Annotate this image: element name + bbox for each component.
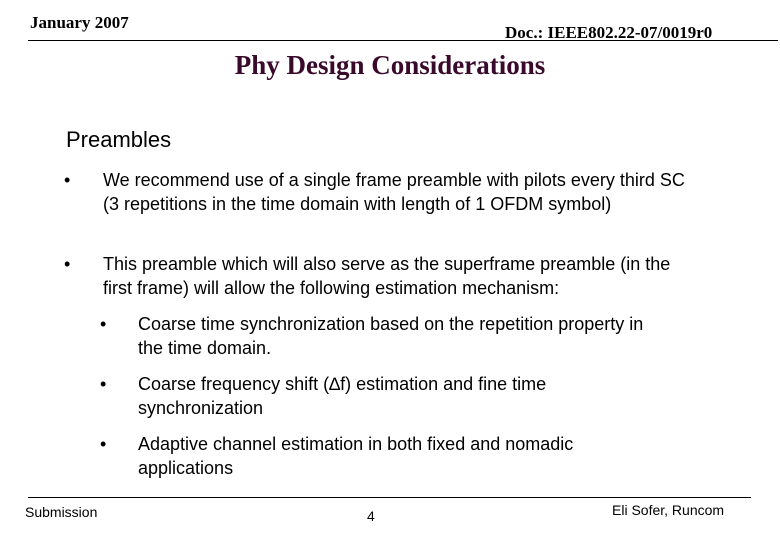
bullet-text: This preamble which will also serve as the superframe preamble (in the first frame) will allow the following estimation mechanism: [103,254,671,298]
sub-bullet-text: Coarse frequency shift (∆f) estimation and fine time synchronization [138,374,547,418]
header-date: January 2007 [30,13,129,32]
section-heading: Preambles [66,127,172,152]
footer-rule [28,497,751,498]
footer-submission: Submission [25,504,98,520]
header-doc-id: Doc.: IEEE802.22-07/0019r0 [505,23,713,42]
sub-bullet-text: Adaptive channel estimation in both fixed and nomadic applications [138,434,574,478]
sub-bullet-marker: • [100,434,107,454]
bullet-marker: • [64,170,71,190]
bullet-text: We recommend use of a single frame preamble with pilots every third SC (3 repetitions in the time domain with length of 1 OFDM symbol) [103,170,685,214]
page-number: 4 [367,508,375,524]
slide-title: Phy Design Considerations [234,50,546,80]
footer-author: Eli Sofer, Runcom [612,502,725,518]
sub-bullet-marker: • [100,374,107,394]
sub-bullet-marker: • [100,314,107,334]
header-rule [28,40,778,41]
bullet-marker: • [64,254,71,274]
sub-bullet-text: Coarse time synchronization based on the repetition property in the time domain. [138,314,644,358]
